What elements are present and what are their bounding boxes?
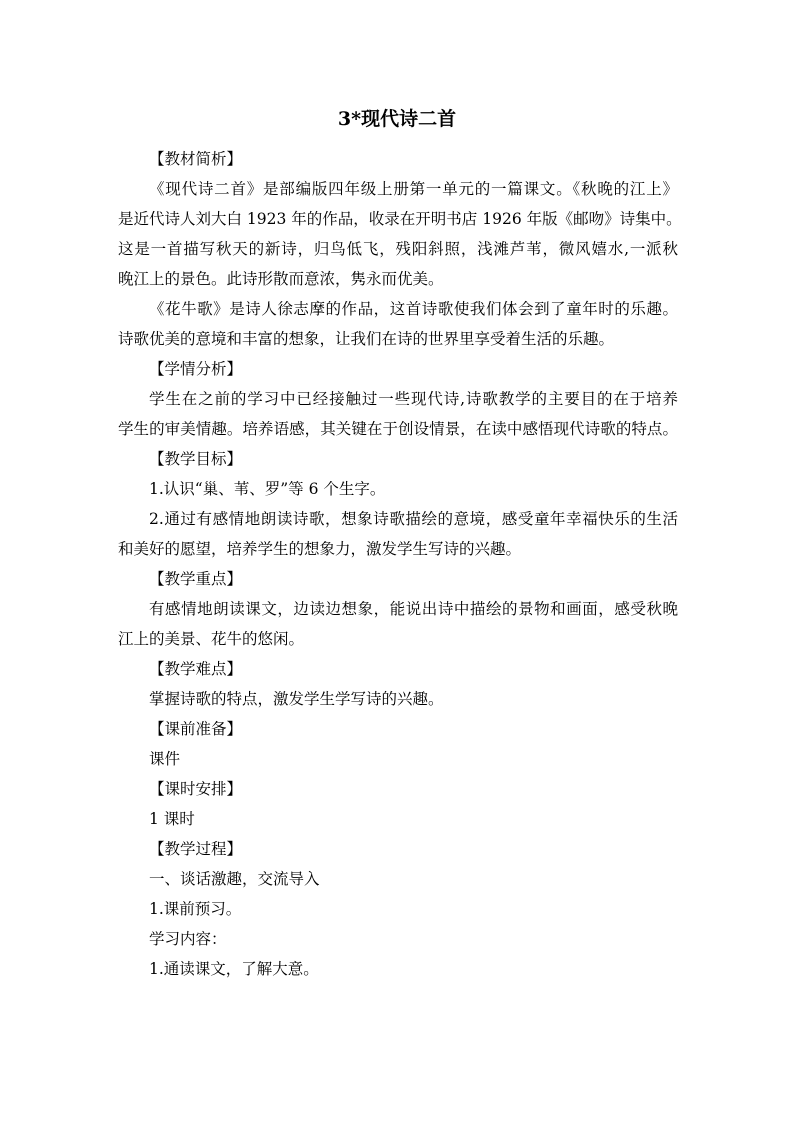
paragraph-line: 有感情地朗读课文，边读边想象，能说出诗中描绘的景物和画面，感受秋晚 — [149, 600, 678, 618]
paragraph-line: 掌握诗歌的特点，激发学生学写诗的兴趣。 — [149, 690, 444, 708]
paragraph-line: 和美好的愿望，培养学生的想象力，激发学生写诗的兴趣。 — [118, 540, 522, 558]
section-heading-schedule: 【课时安排】 — [149, 780, 243, 798]
document-title: 3*现代诗二首 — [337, 108, 457, 130]
list-item-step-1-1: 1.课前预习。 — [149, 900, 242, 918]
list-item-goal-2: 2.通过有感情地朗读诗歌，想象诗歌描绘的意境，感受童年幸福快乐的生活 — [149, 510, 678, 528]
paragraph-line: 江上的美景、花牛的悠闲。 — [118, 630, 305, 648]
section-heading-process: 【教学过程】 — [149, 840, 243, 858]
paragraph-line: 这是一首描写秋天的新诗，归鸟低飞，残阳斜照，浅滩芦苇，微风嬉水,一派秋 — [118, 240, 678, 258]
paragraph-line: 是近代诗人刘大白 1923 年的作品，收录在开明书店 1926 年版《邮吻》诗集中。 — [118, 210, 682, 228]
paragraph-line: 学生在之前的学习中已经接触过一些现代诗,诗歌教学的主要目的在于培养 — [149, 390, 678, 408]
section-heading-preparation: 【课前准备】 — [149, 720, 243, 738]
paragraph-line: 学习内容： — [149, 930, 227, 948]
document-body — [118, 144, 682, 984]
paragraph-line: 课件 — [149, 750, 181, 768]
paragraph-line: 诗歌优美的意境和丰富的想象，让我们在诗的世界里享受着生活的乐趣。 — [118, 330, 615, 348]
list-item-goal-1: 1.认识“巢、苇、罗”等 6 个生字。 — [149, 480, 386, 498]
paragraph-line: 1 课时 — [149, 810, 195, 828]
section-heading-difficulties: 【教学难点】 — [149, 660, 243, 678]
section-heading-teaching-goals: 【教学目标】 — [149, 450, 243, 468]
section-heading-key-points: 【教学重点】 — [149, 570, 243, 588]
section-heading-learner-analysis: 【学情分析】 — [149, 360, 243, 378]
paragraph-line: 《现代诗二首》是部编版四年级上册第一单元的一篇课文。《秋晚的江上》 — [149, 180, 678, 198]
paragraph-line: 晚江上的景色。此诗形散而意浓，隽永而优美。 — [118, 270, 444, 288]
paragraph-line: 学生的审美情趣。培养语感，其关键在于创设情景，在读中感悟现代诗歌的特点。 — [118, 420, 678, 438]
list-item-content-1: 1.通读课文，了解大意。 — [149, 960, 319, 978]
list-item-step-1: 一、谈话激趣，交流导入 — [149, 870, 320, 888]
paragraph-line: 《花牛歌》是诗人徐志摩的作品，这首诗歌使我们体会到了童年时的乐趣。 — [149, 300, 678, 318]
section-heading-textbook-analysis: 【教材简析】 — [149, 150, 243, 168]
